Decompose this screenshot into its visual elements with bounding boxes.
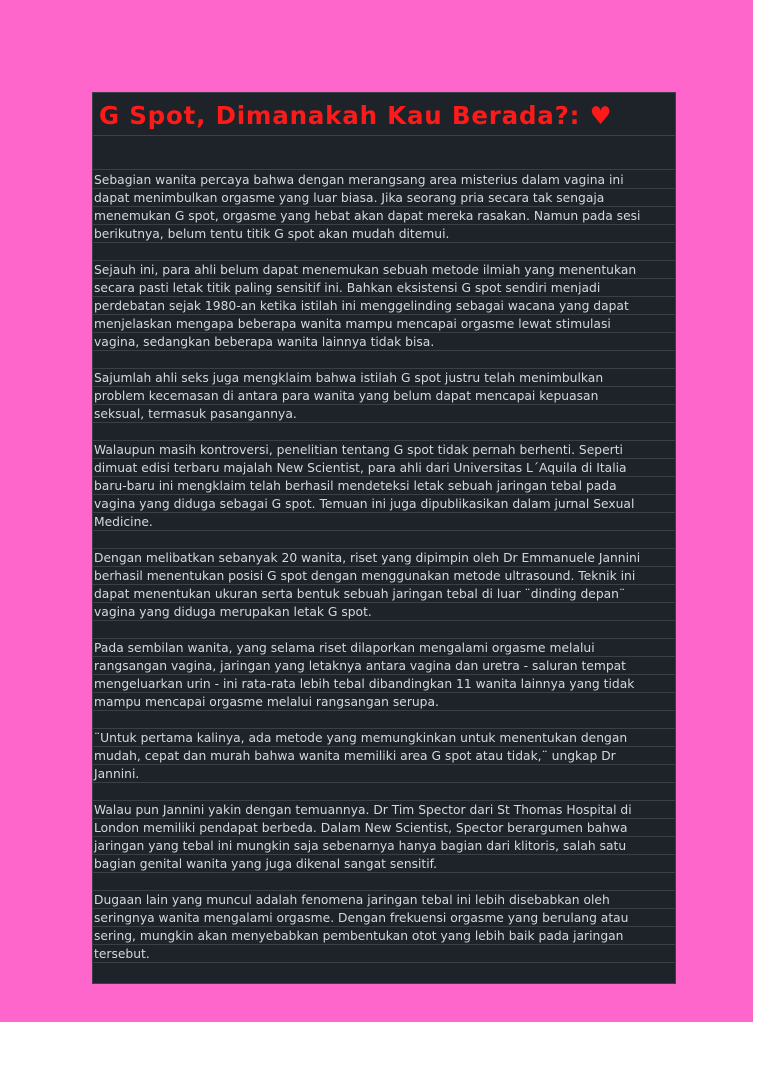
paragraph-line: vagina, sedangkan beberapa wanita lainnya tidak bisa. <box>93 333 675 351</box>
paragraph-line: jaringan yang tebal ini mungkin saja sebenarnya hanya bagian dari klitoris, salah satu <box>93 837 675 855</box>
paragraph-line: dapat menimbulkan orgasme yang luar biasa. Jika seorang pria secara tak sengaja <box>93 189 675 207</box>
article-title: G Spot, Dimanakah Kau Berada?: ♥ <box>99 101 613 130</box>
paragraph-line: problem kecemasan di antara para wanita yang belum dapat mencapai kepuasan <box>93 387 675 405</box>
title-row <box>93 93 675 136</box>
article-body <box>93 171 675 963</box>
paragraph-line: dapat menentukan ukuran serta bentuk sebuah jaringan tebal di luar ¨dinding depan¨ <box>93 585 675 603</box>
paragraph-line: London memiliki pendapat berbeda. Dalam New Scientist, Spector berargumen bahwa <box>93 819 675 837</box>
paragraph-gap <box>93 351 675 369</box>
article-panel <box>92 92 676 984</box>
paragraph-line: dimuat edisi terbaru majalah New Scientist, para ahli dari Universitas L´Aquila di Italia <box>93 459 675 477</box>
article-paragraph <box>93 171 675 243</box>
paragraph-line: bagian genital wanita yang juga dikenal sangat sensitif. <box>93 855 675 873</box>
article-paragraph <box>93 891 675 963</box>
paragraph-gap <box>93 531 675 549</box>
paragraph-gap <box>93 711 675 729</box>
paragraph-line: berikutnya, belum tentu titik G spot akan mudah ditemui. <box>93 225 675 243</box>
article-paragraph <box>93 441 675 531</box>
article-paragraph <box>93 639 675 711</box>
paragraph-line: Jannini. <box>93 765 675 783</box>
article-paragraph <box>93 801 675 873</box>
paragraph-line: Dengan melibatkan sebanyak 20 wanita, riset yang dipimpin oleh Dr Emmanuele Jannini <box>93 549 675 567</box>
paragraph-gap <box>93 423 675 441</box>
empty-row <box>93 136 675 170</box>
paragraph-line: tersebut. <box>93 945 675 963</box>
paragraph-line: baru-baru ini mengklaim telah berhasil mendeteksi letak sebuah jaringan tebal pada <box>93 477 675 495</box>
article-paragraph <box>93 549 675 621</box>
paragraph-gap <box>93 783 675 801</box>
paragraph-line: Sebagian wanita percaya bahwa dengan merangsang area misterius dalam vagina ini <box>93 171 675 189</box>
paragraph-line: ¨Untuk pertama kalinya, ada metode yang memungkinkan untuk menentukan dengan <box>93 729 675 747</box>
paragraph-line: seringnya wanita mengalami orgasme. Dengan frekuensi orgasme yang berulang atau <box>93 909 675 927</box>
paragraph-gap <box>93 873 675 891</box>
article-paragraph <box>93 729 675 783</box>
paragraph-gap <box>93 243 675 261</box>
paragraph-line: mengeluarkan urin - ini rata-rata lebih tebal dibandingkan 11 wanita lainnya yang tidak <box>93 675 675 693</box>
paragraph-line: Sejauh ini, para ahli belum dapat menemukan sebuah metode ilmiah yang menentukan <box>93 261 675 279</box>
paragraph-line: Dugaan lain yang muncul adalah fenomena jaringan tebal ini lebih disebabkan oleh <box>93 891 675 909</box>
paragraph-gap <box>93 621 675 639</box>
paragraph-line: sering, mungkin akan menyebabkan pembentukan otot yang lebih baik pada jaringan <box>93 927 675 945</box>
paragraph-line: secara pasti letak titik paling sensitif ini. Bahkan eksistensi G spot sendiri menjadi <box>93 279 675 297</box>
paragraph-line: vagina yang diduga sebagai G spot. Temuan ini juga dipublikasikan dalam jurnal Sexual <box>93 495 675 513</box>
paragraph-line: Walaupun masih kontroversi, penelitian tentang G spot tidak pernah berhenti. Seperti <box>93 441 675 459</box>
paragraph-line: mudah, cepat dan murah bahwa wanita memiliki area G spot atau tidak,¨ ungkap Dr <box>93 747 675 765</box>
paragraph-line: seksual, termasuk pasangannya. <box>93 405 675 423</box>
paragraph-line: rangsangan vagina, jaringan yang letaknya antara vagina dan uretra - saluran tempat <box>93 657 675 675</box>
paragraph-line: perdebatan sejak 1980-an ketika istilah ini menggelinding sebagai wacana yang dapat <box>93 297 675 315</box>
article-paragraph <box>93 369 675 423</box>
article-paragraph <box>93 261 675 351</box>
paragraph-line: Medicine. <box>93 513 675 531</box>
paragraph-line: vagina yang diduga merupakan letak G spot. <box>93 603 675 621</box>
paragraph-line: berhasil menentukan posisi G spot dengan menggunakan metode ultrasound. Teknik ini <box>93 567 675 585</box>
paragraph-line: mampu mencapai orgasme melalui rangsangan serupa. <box>93 693 675 711</box>
paragraph-line: menjelaskan mengapa beberapa wanita mampu mencapai orgasme lewat stimulasi <box>93 315 675 333</box>
paragraph-line: Pada sembilan wanita, yang selama riset dilaporkan mengalami orgasme melalui <box>93 639 675 657</box>
paragraph-line: Walau pun Jannini yakin dengan temuannya. Dr Tim Spector dari St Thomas Hospital di <box>93 801 675 819</box>
paragraph-line: Sajumlah ahli seks juga mengklaim bahwa istilah G spot justru telah menimbulkan <box>93 369 675 387</box>
paragraph-line: menemukan G spot, orgasme yang hebat akan dapat mereka rasakan. Namun pada sesi <box>93 207 675 225</box>
